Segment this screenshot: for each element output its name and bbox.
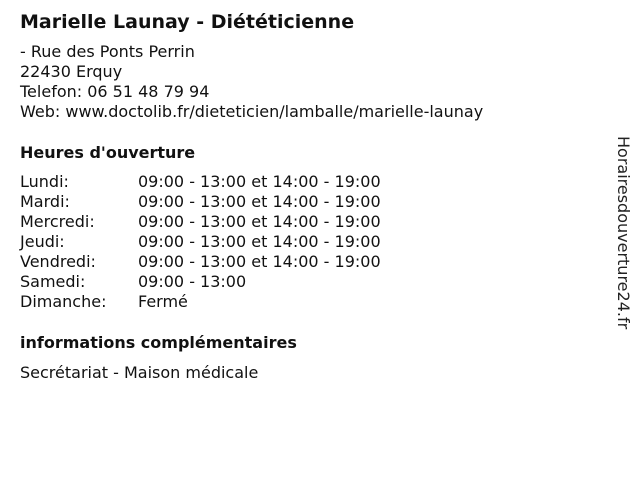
day-label: Dimanche: bbox=[20, 292, 107, 311]
day-label: Jeudi: bbox=[20, 232, 65, 251]
opening-hours-table bbox=[20, 172, 600, 312]
time-range: 09:00 - 13:00 et 14:00 - 19:00 bbox=[138, 172, 381, 191]
business-listing bbox=[20, 10, 600, 383]
hours-row bbox=[20, 172, 600, 192]
additional-info-heading: informations complémentaires bbox=[20, 333, 297, 352]
time-range: 09:00 - 13:00 et 14:00 - 19:00 bbox=[138, 212, 381, 231]
time-range: 09:00 - 13:00 et 14:00 - 19:00 bbox=[138, 252, 381, 271]
day-label: Vendredi: bbox=[20, 252, 96, 271]
site-watermark: Horairesdouverture24.fr bbox=[614, 136, 633, 330]
hours-row bbox=[20, 192, 600, 212]
address-line-2: 22430 Erquy bbox=[20, 62, 123, 81]
time-range: 09:00 - 13:00 et 14:00 - 19:00 bbox=[138, 232, 381, 251]
day-label: Mardi: bbox=[20, 192, 70, 211]
hours-row bbox=[20, 232, 600, 252]
time-range: Fermé bbox=[138, 292, 188, 311]
website-url: Web: www.doctolib.fr/dieteticien/lamballe/marielle-launay bbox=[20, 102, 484, 121]
time-range: 09:00 - 13:00 et 14:00 - 19:00 bbox=[138, 192, 381, 211]
hours-row bbox=[20, 212, 600, 232]
time-range: 09:00 - 13:00 bbox=[138, 272, 247, 291]
additional-info-text: Secrétariat - Maison médicale bbox=[20, 363, 259, 382]
day-label: Lundi: bbox=[20, 172, 69, 191]
hours-row bbox=[20, 252, 600, 272]
hours-row bbox=[20, 272, 600, 292]
day-label: Mercredi: bbox=[20, 212, 95, 231]
hours-row bbox=[20, 292, 600, 312]
business-title: Marielle Launay - Diététicienne bbox=[20, 11, 355, 33]
phone-number: Telefon: 06 51 48 79 94 bbox=[20, 82, 210, 101]
day-label: Samedi: bbox=[20, 272, 86, 291]
address-line-1: - Rue des Ponts Perrin bbox=[20, 42, 195, 61]
opening-hours-heading: Heures d'ouverture bbox=[20, 143, 196, 162]
